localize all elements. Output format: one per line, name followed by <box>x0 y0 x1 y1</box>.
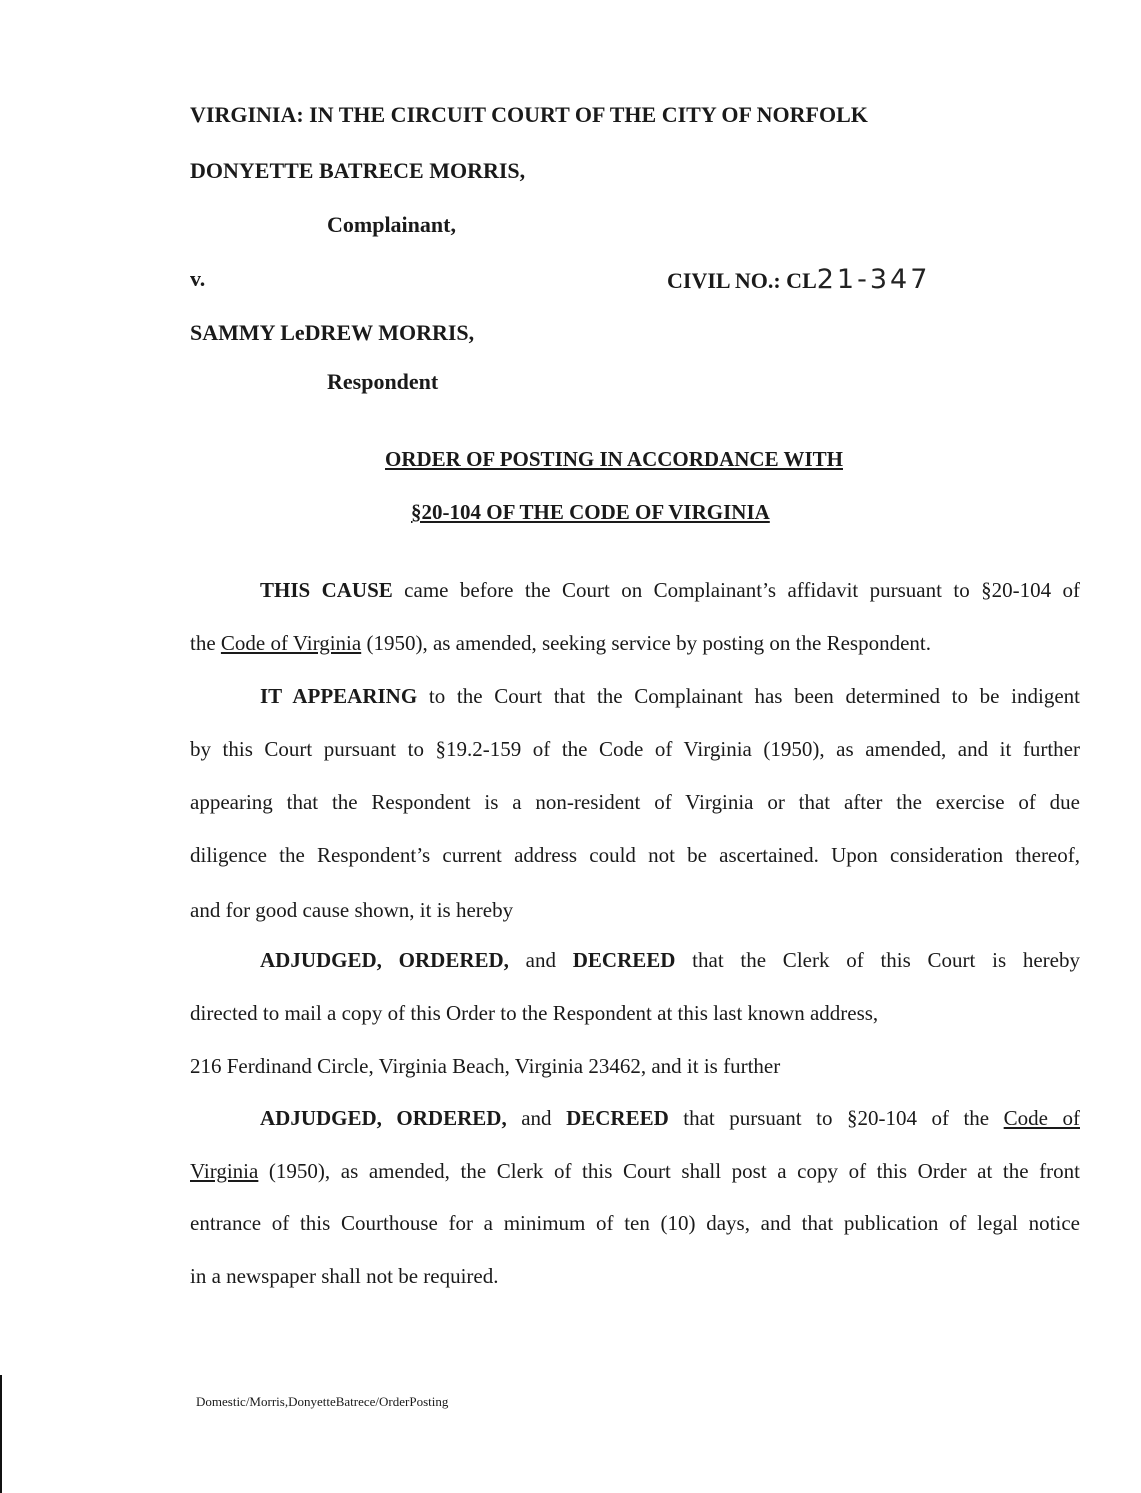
this-cause-lead: THIS CAUSE <box>260 578 393 602</box>
paragraph-decree-2-line-3: entrance of this Courthouse for a minimum of ten (10) days, and that publication of legal notice <box>190 1211 1080 1235</box>
paragraph-decree-1-line-2: directed to mail a copy of this Order to the Respondent at this last known address, <box>190 1001 879 1025</box>
it-appearing-lead: IT APPEARING <box>260 684 418 708</box>
adjudged-ordered-2: ADJUDGED, ORDERED, <box>260 1106 507 1130</box>
decree-1-text: that the Clerk of this Court is hereby <box>675 948 1080 972</box>
decreed-2: DECREED <box>566 1106 669 1130</box>
civil-number <box>667 264 930 295</box>
respondent-name: SAMMY LeDREW MORRIS, <box>190 320 475 345</box>
and-1: and <box>508 948 573 972</box>
respondent-role: Respondent <box>327 369 439 394</box>
it-appearing-text-1: to the Court that the Complainant has been determined to be indigent <box>417 684 1080 708</box>
this-cause-text-2b: (1950), as amended, seeking service by posting on the Respondent. <box>361 631 931 655</box>
versus: v. <box>190 266 206 291</box>
paragraph-it-appearing-line-1 <box>260 684 1080 709</box>
code-of-ref: Code of <box>1003 1106 1080 1130</box>
decree-2-text: that pursuant to §20-104 of the <box>668 1106 1004 1130</box>
paragraph-it-appearing-line-4: diligence the Respondent’s current address could not be ascertained. Upon consideration thereof, <box>190 843 1080 867</box>
this-cause-text-2a: the <box>190 631 221 655</box>
paragraph-decree-1-line-1 <box>260 948 1080 973</box>
order-title-line-1: ORDER OF POSTING IN ACCORDANCE WITH <box>385 447 843 471</box>
decreed-1: DECREED <box>572 948 676 972</box>
civil-number-label: CIVIL NO.: CL <box>667 268 817 293</box>
paragraph-it-appearing-line-3: appearing that the Respondent is a non-resident of Virginia or that after the exercise of due <box>190 790 1080 814</box>
paragraph-it-appearing-line-5: and for good cause shown, it is hereby <box>190 898 514 922</box>
scan-edge-line <box>0 1375 2 1493</box>
order-title-line-2: §20-104 OF THE CODE OF VIRGINIA <box>411 500 770 524</box>
code-of-virginia-ref: Code of Virginia <box>220 631 362 655</box>
paragraph-this-cause-line-2 <box>190 631 931 656</box>
paragraph-it-appearing-line-2: by this Court pursuant to §19.2-159 of the Code of Virginia (1950), as amended, and it further <box>190 737 1080 761</box>
complainant-role: Complainant, <box>327 212 456 237</box>
court-heading: VIRGINIA: IN THE CIRCUIT COURT OF THE CITY OF NORFOLK <box>190 102 868 127</box>
paragraph-decree-1-address: 216 Ferdinand Circle, Virginia Beach, Virginia 23462, and it is further <box>190 1054 781 1078</box>
paragraph-decree-2-line-4: in a newspaper shall not be required. <box>190 1264 499 1288</box>
footer-file-path: Domestic/Morris,DonyetteBatrece/OrderPosting <box>196 1394 449 1409</box>
paragraph-this-cause-line-1 <box>260 578 1080 603</box>
adjudged-ordered-1: ADJUDGED, ORDERED, <box>260 948 509 972</box>
virginia-ref: Virginia <box>190 1159 259 1183</box>
and-2: and <box>506 1106 567 1130</box>
complainant-name: DONYETTE BATRECE MORRIS, <box>190 158 526 183</box>
decree-2-text-2: (1950), as amended, the Clerk of this Court shall post a copy of this Order at the front <box>258 1159 1080 1183</box>
paragraph-decree-2-line-2 <box>190 1159 1080 1184</box>
this-cause-text: came before the Court on Complainant’s affidavit pursuant to §20-104 of <box>392 578 1080 602</box>
civil-number-handwritten: 21-347 <box>816 264 931 295</box>
paragraph-decree-2-line-1 <box>260 1106 1080 1131</box>
